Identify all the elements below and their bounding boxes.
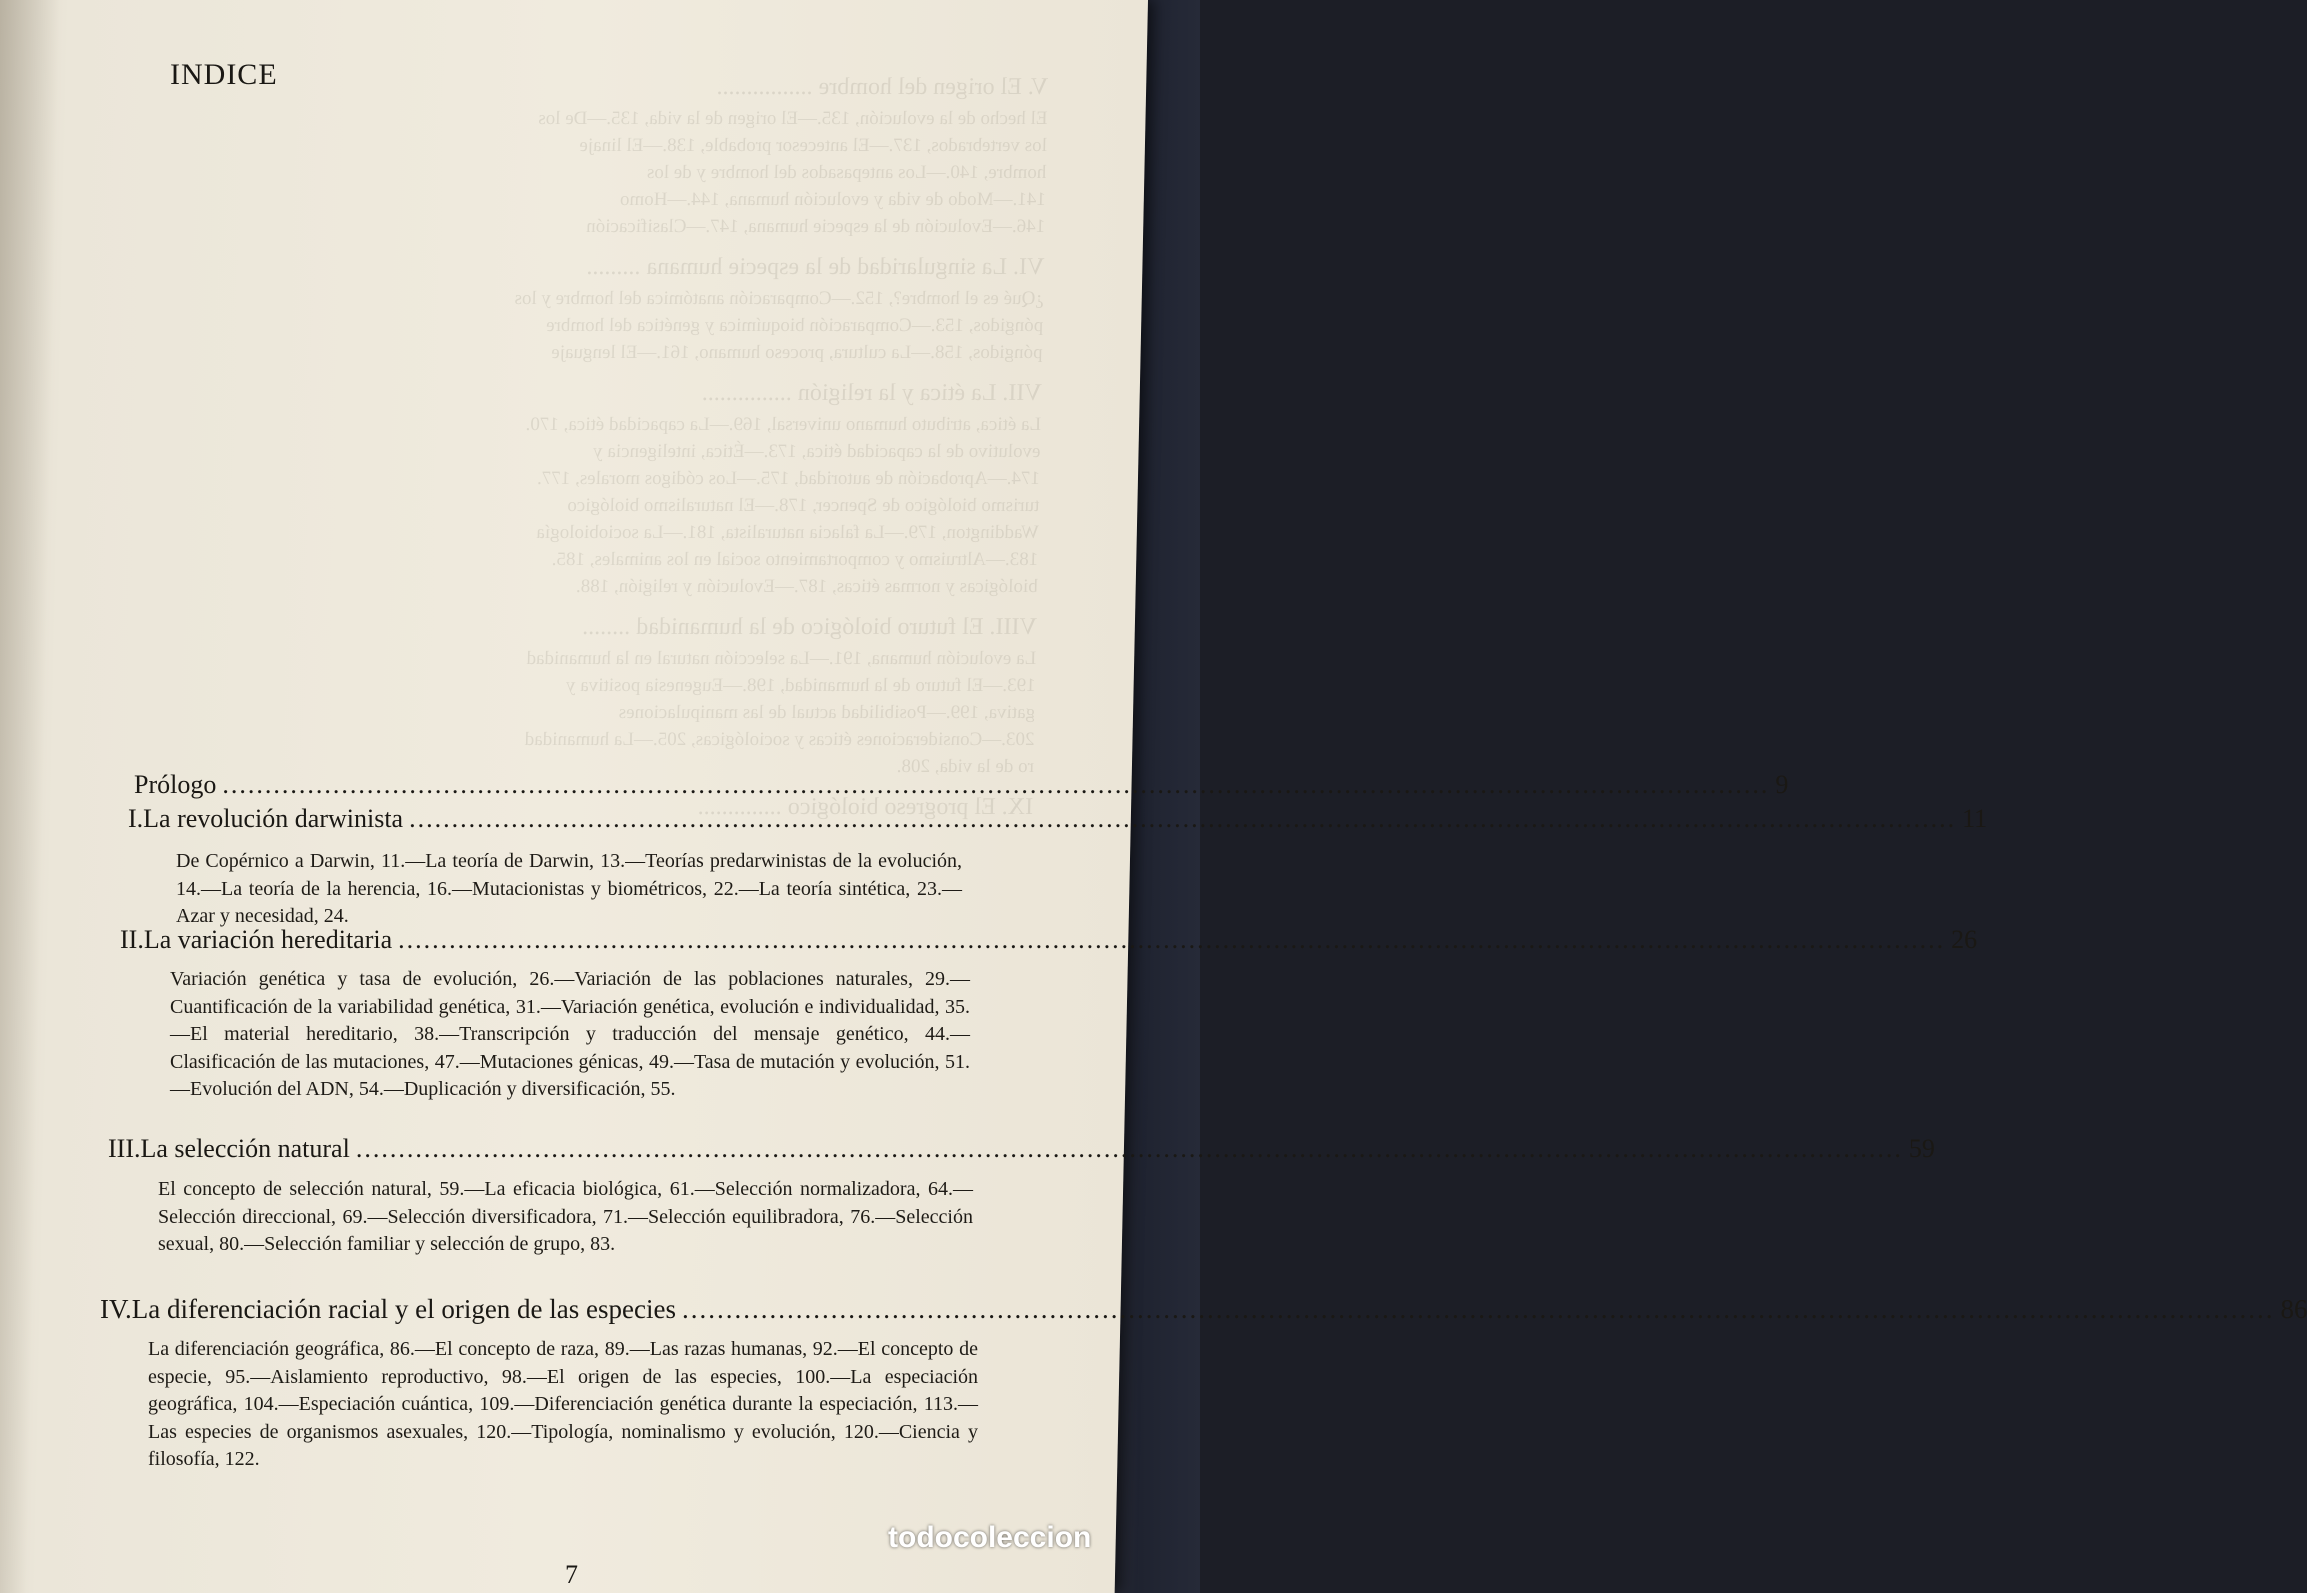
page-number: 7 — [565, 1560, 578, 1589]
toc-entry-chapter-3 — [108, 1134, 1935, 1164]
entry-page: 11 — [1962, 804, 1988, 833]
entry-title: La variación hereditaria — [143, 925, 393, 954]
entry-page: 86 — [2280, 1294, 2307, 1324]
chapter-number: IV. — [100, 1294, 132, 1324]
entry-page: 26 — [1951, 925, 1978, 954]
dot-leader — [409, 804, 1956, 834]
chapter-3-summary: El concepto de selección natural, 59.—La eficacia biológica, 61.—Selección normalizadora, 64.—Selección direccional, 69.—Selección diversificadora, 71.—Selección equilibradora, 76.—Selección sexual, 80.—Selección familiar y selección de grupo, 83. — [158, 1178, 973, 1255]
entry-page: 9 — [1775, 770, 1789, 799]
show-through-text: V. El origen del hombre ................ El hecho de la evolución, 135.—El origen de la vida, 135.—De los los vertebrados, 137.—El antecesor probable, 138.—El linaje hombre, 140.—Los antepasados del hombre y de los 141.—Modo de vida y evolución humana, 144.—Homo 146.—Evolución de la especie humana, 147.—Clasificación VI. La singularidad de la especie humana ......... ¿Qué es el hombre?, 152.—Comparación anatómica del hombre y los póngidos, 153.—Comparación bioquímica y genética del hombre póngidos, 158.—La cultura, proceso humano, 161.—El lenguaje VII. La ética y la religión ............... La ética, atributo humano universal, 169.—La capacidad ética, 170. evolutivo de la capacidad ética, 173.—Ética, inteligencia y 174.—Aprobación de autoridad, 175.—Los códigos morales, 177. turismo biológico de Spencer, 178.—El naturalismo biológico Waddington, 179.—La falacia naturalista, 181.—La sociobiología 183.—Altruismo y comportamiento social en los animales, 185. biológicas y normas éticas, 187.—Evolución y religión, 188. VIII. El futuro biológico de la humanidad ........ La evolución humana, 191.—La selección natural en la humanidad 193.—El futuro de la humanidad, 198.—Eugenesia positiva y gativa, 199.—Posibilidad actual de las manipulaciones 203.—Consideraciones éticas y sociológicas, 205.—La humanidad ro de la vida, 208. IX. El progreso biológico .............. — [514, 74, 1049, 820]
chapter-1-summary: De Copérnico a Darwin, 11.—La teoría de Darwin, 13.—Teorías predarwinistas de la evolución, 14.—La teoría de la herencia, 16.—Mutacionistas y biométricos, 22.—La teoría sintética, 23.—Azar y necesidad, 24. — [176, 850, 962, 927]
toc-entry-prologo — [134, 770, 1789, 800]
watermark-logo: todocoleccion — [888, 1521, 1092, 1554]
toc-entry-chapter-2 — [120, 925, 1978, 955]
entry-page: 59 — [1908, 1134, 1935, 1163]
entry-title: Prólogo — [134, 770, 217, 799]
chapter-number: I. — [128, 804, 144, 833]
page-title: INDICE — [170, 58, 278, 91]
entry-title: La revolución darwinista — [143, 804, 404, 833]
dot-leader — [682, 1294, 2275, 1325]
toc-entry-chapter-1 — [128, 804, 1988, 834]
dot-leader — [398, 925, 1945, 955]
entry-title: La diferenciación racial y el origen de las especies — [131, 1294, 676, 1324]
chapter-number: III. — [108, 1134, 141, 1163]
toc-entry-chapter-4 — [100, 1294, 2307, 1325]
chapter-4-summary: La diferenciación geográfica, 86.—El concepto de raza, 89.—Las razas humanas, 92.—El concepto de especie, 95.—Aislamiento reproductivo, 98.—El origen de las especies, 100.—La especiación geográfica, 104.—Especiación cuántica, 109.—Diferenciación genética durante la especiación, 113.—Las especies de organismos asexuales, 120.—Tipología, nominalismo y evolución, 120.—Ciencia y filosofía, 122. — [148, 1338, 978, 1470]
dot-leader — [356, 1134, 1903, 1164]
chapter-number: II. — [120, 925, 144, 954]
entry-title: La selección natural — [140, 1134, 350, 1163]
dot-leader — [222, 770, 1769, 800]
chapter-2-summary: Variación genética y tasa de evolución, 26.—Variación de las poblaciones naturales, 29.—Cuantificación de la variabilidad genética, 31.—Variación genética, evolución e individualidad, 35.—El material hereditario, 38.—Transcripción y traducción del mensaje genético, 44.—Clasificación de las mutaciones, 47.—Mutaciones génicas, 49.—Tasa de mutación y evolución, 51.—Evolución del ADN, 54.—Duplicación y diversificación, 55. — [170, 968, 970, 1100]
